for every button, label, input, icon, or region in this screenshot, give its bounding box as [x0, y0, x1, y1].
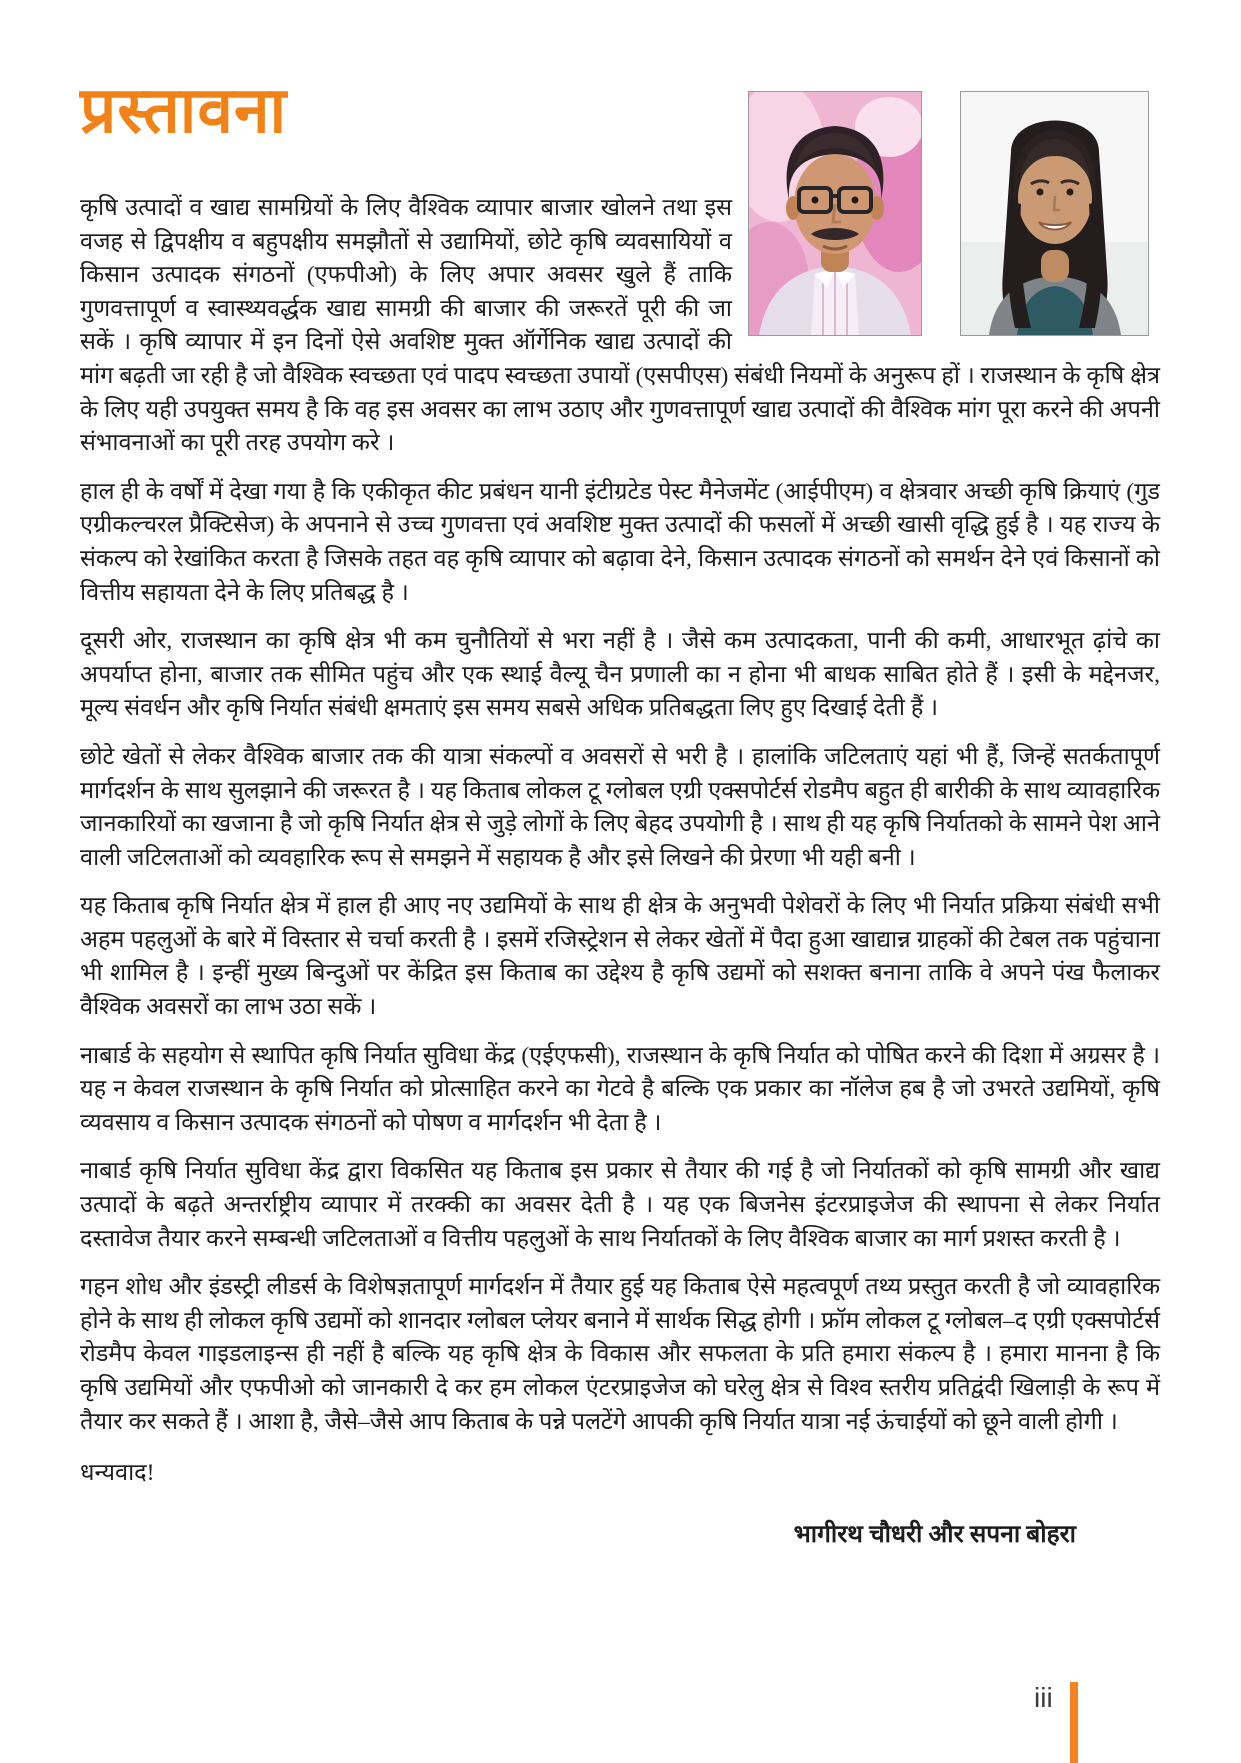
photo-wrap-spacer [732, 192, 1160, 328]
page-number: iii [1034, 1682, 1053, 1713]
closing-thanks: धन्यवाद! [80, 1460, 155, 1487]
footer-accent-bar [1070, 1682, 1078, 1763]
preface-paragraph-2: हाल ही के वर्षों में देखा गया है कि एकीकृत कीट प्रबंधन यानी इंटीग्रटेड पेस्ट मैनेजमेंट (आईपीएम) व क्षेत्रवार अच्छी कृषि क्रियाएं (गुड एग्रीकल्चरल प्रैक्टिसेज) के अपनाने से उच्च गुणवत्ता एवं अवशिष्ट मुक्त उत्पादों की फसलों में अच्छी खासी वृद्धि हुई है । यह राज्य के संकल्प को रेखांकित करता है जिसके तहत वह कृषि व्यापार को बढ़ावा देने, किसान उत्पादक संगठनों को समर्थन देने एवं किसानों को वित्तीय सहायता देने के लिए प्रतिबद्ध है । [80, 478, 1160, 606]
preface-paragraph-6: नाबार्ड के सहयोग से स्थापित कृषि निर्यात सुविधा केंद्र (एईएफसी), राजस्थान के कृषि निर्यात को पोषित करने की दिशा में अग्रसर है । यह न केवल राजस्थान के कृषि निर्यात को प्रोत्साहित करने का गेटवे है बल्कि एक प्रकार का नॉलेज हब है जो उभरते उद्यमियों, कृषि व्यवसाय व किसान उत्पादक संगठनों को पोषण व मार्गदर्शन भी देता है । [80, 1042, 1160, 1136]
page-title: प्रस्तावना [80, 74, 288, 148]
preface-paragraph-4: छोटे खेतों से लेकर वैश्विक बाजार तक की यात्रा संकल्पों व अवसरों से भरी है । हालांकि जटिलताएं यहां भी हैं, जिन्हें सतर्कतापूर्ण मार्गदर्शन के साथ सुलझाने की जरूरत है । यह किताब लोकल टू ग्लोबल एग्री एक्सपोर्टर्स रोडमैप बहुत ही बारीकी के साथ व्यावहारिक जानकारियों का खजाना है जो कृषि निर्यात क्षेत्र से जुड़े लोगों के लिए बेहद उपयोगी है । साथ ही यह कृषि निर्यातको के सामने पेश आने वाली जटिलताओं को व्यवहारिक रूप से समझने में सहायक है और इसे लिखने की प्रेरणा भी यही बनी । [80, 743, 1160, 871]
preface-paragraph-1: कृषि उत्पादों व खाद्य सामग्रियों के लिए वैश्विक व्यापार बाजार खोलने तथा इस वजह से द्विपक्षीय व बहुपक्षीय समझौतों से उद्यामियों, छोटे कृषि व्यवसायियों व किसान उत्पादक संगठनों (एफपीओ) के लिए अपार अवसर खुले हैं ताकि गुणवत्तापूर्ण व स्वास्थ्यवर्द्धक खाद्य सामग्री की बाजार की जरूरतें पूरी की जा सकें । कृषि व्यापार में इन दिनों ऐसे अवशिष्ट मुक्त ऑर्गेनिक खाद्य उत्पादों की मांग बढ़ती जा रही है जो वैश्विक स्वच्छता एवं पादप स्वच्छता उपायों (एसपीएस) संबंधी नियमों के अनुरूप हों । राजस्थान के कृषि क्षेत्र के लिए यही उपयुक्त समय है कि वह इस अवसर का लाभ उठाए और गुणवत्तापूर्ण खाद्य उत्पादों की वैश्विक मांग पूरा करने की अपनी संभावनाओं का पूरी तरह उपयोग करे । [80, 195, 1160, 457]
preface-paragraph-5: यह किताब कृषि निर्यात क्षेत्र में हाल ही आए नए उद्यमियों के साथ ही क्षेत्र के अनुभवी पेशेवरों के लिए भी निर्यात प्रक्रिया संबंधी सभी अहम पहलुओं के बारे में विस्तार से चर्चा करती है । इसमें रजिस्ट्रेशन से लेकर खेतों में पैदा हुआ खाद्यान्न ग्राहकों की टेबल तक पहुंचाना भी शामिल है । इन्हीं मुख्य बिन्दुओं पर केंद्रित इस किताब का उद्देश्य है कृषि उद्यमों को सशक्त बनाना ताकि वे अपने पंख फैलाकर वैश्विक अवसरों का लाभ उठा सकें । [80, 893, 1160, 1021]
preface-paragraph-3: दूसरी ओर, राजस्थान का कृषि क्षेत्र भी कम चुनौतियों से भरा नहीं है । जैसे कम उत्पादकता, पानी की कमी, आधारभूत ढ़ांचे का अपर्याप्त होना, बाजार तक सीमित पहुंच और एक स्थाई वैल्यू चैन प्रणाली का न होना भी बाधक साबित होते हैं । इसी के मद्देनजर, मूल्य संवर्धन और कृषि निर्यात संबंधी क्षमताएं इस समय सबसे अधिक प्रतिबद्धता लिए हुए दिखाई देती हैं । [80, 628, 1160, 722]
preface-paragraph-8: गहन शोध और इंडस्ट्री लीडर्स के विशेषज्ञतापूर्ण मार्गदर्शन में तैयार हुई यह किताब ऐसे महत्वपूर्ण तथ्य प्रस्तुत करती है जो व्यावहारिक होने के साथ ही लोकल कृषि उद्यमों को शानदार ग्लोबल प्लेयर बनाने में सार्थक सिद्ध होगी । फ्रॉम लोकल टू ग्लोबल–द एग्री एक्सपोर्टर्स रोडमैप केवल गाइडलाइन्स ही नहीं है बल्कि यह कृषि क्षेत्र के विकास और सफलता के प्रति हमारा संकल्प है । हमारा मानना है कि कृषि उद्यमियों और एफपीओ को जानकारी दे कर हम लोकल एंटरप्राइजेज को घरेलु क्षेत्र से विश्व स्तरीय प्रतिद्वंदी खिलाड़ी के रूप में तैयार कर सकते हैं । आशा है, जैसे–जैसे आप किताब के पन्ने पलटेंगे आपकी कृषि निर्यात यात्रा नई ऊंचाईयों को छूने वाली होगी । [80, 1274, 1160, 1435]
preface-content [80, 76, 1160, 1550]
preface-paragraph-7: नाबार्ड कृषि निर्यात सुविधा केंद्र द्वारा विकसित यह किताब इस प्रकार से तैयार की गई है जो निर्यातकों को कृषि सामग्री और खाद्य उत्पादों के बढ़ते अन्तर्राष्ट्रीय व्यापार में तरक्की का अवसर देती है । यह एक बिजनेस इंटरप्राइजेज की स्थापना से लेकर निर्यात दस्तावेज तैयार करने सम्बन्धी जटिलताओं व वित्तीय पहलुओं के साथ निर्यातकों के लिए वैश्विक बाजार का मार्ग प्रशस्त करती है । [80, 1158, 1160, 1252]
authors-signature: भागीरथ चौधरी और सपना बोहरा [793, 1520, 1076, 1548]
